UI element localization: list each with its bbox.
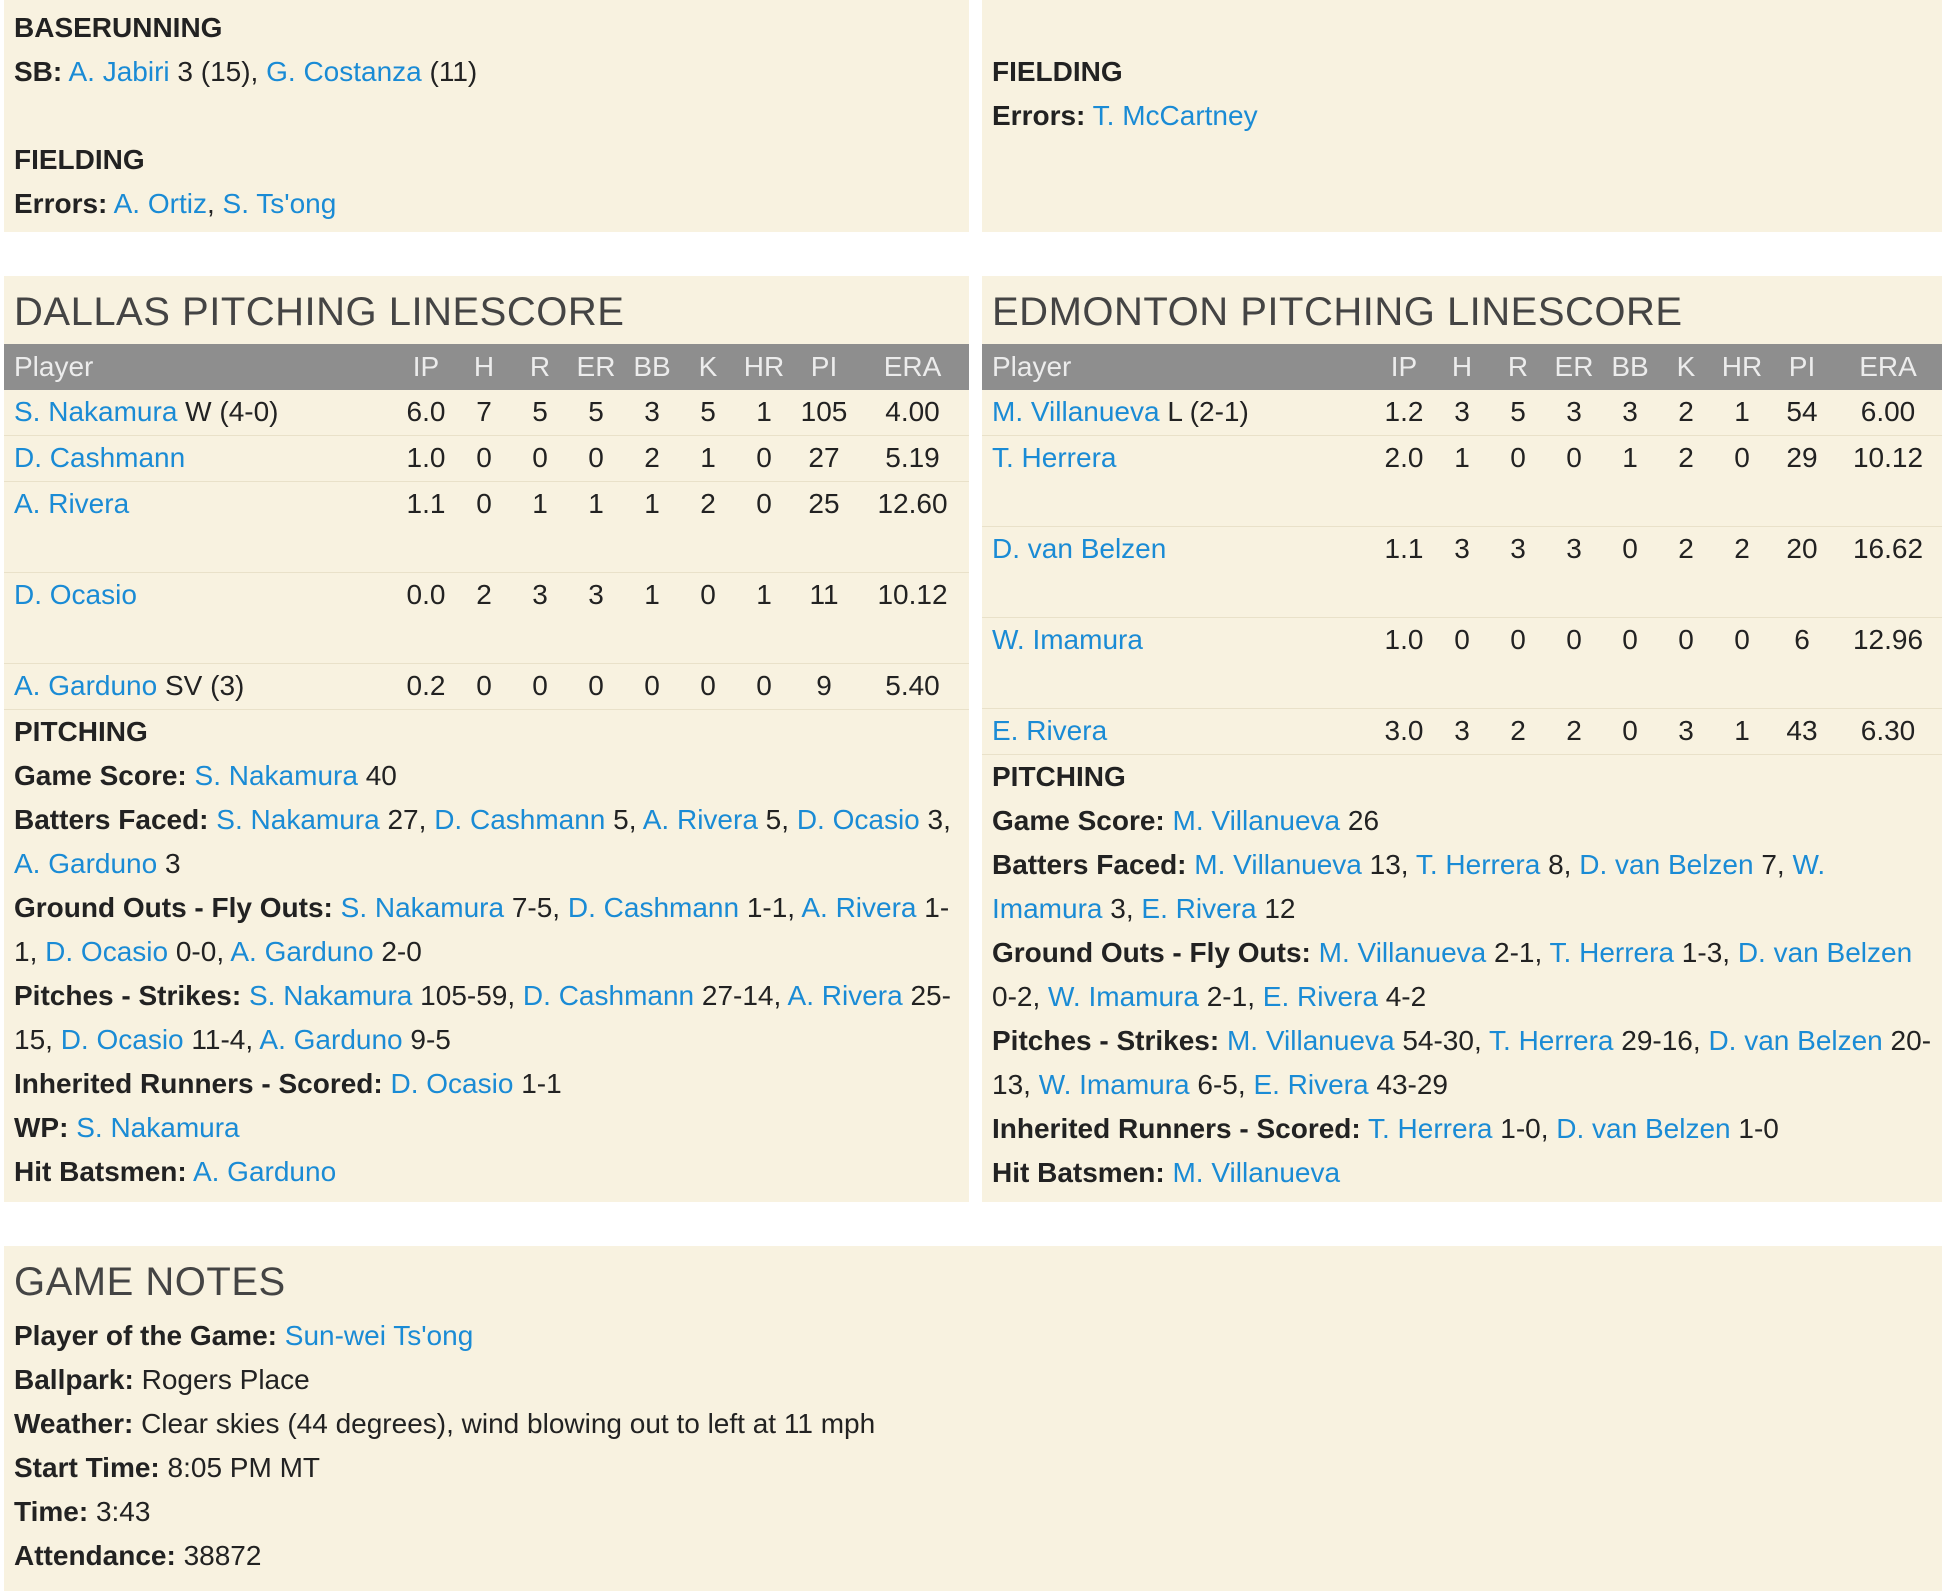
stat-value: 26 <box>1340 805 1380 836</box>
stat-value: 8, <box>1540 849 1580 880</box>
stat-cell-ip: 2.0 <box>1384 442 1424 473</box>
player-link-a-garduno[interactable]: A. Garduno <box>259 1024 403 1055</box>
column-header-player: Player <box>982 344 1374 390</box>
pitching-stat-line-pitches-strikes <box>14 974 959 1062</box>
pitching-stat-line-pitches-strikes <box>992 1019 1932 1107</box>
stat-cell-bb: 2 <box>644 442 660 473</box>
stat-cell-hr: 0 <box>1734 624 1750 655</box>
stat-cell-hr: 0 <box>756 488 772 519</box>
stat-value: 105-59, <box>412 980 523 1011</box>
stat-value: 1-3, <box>1674 937 1738 968</box>
stat-cell-ip: 1.0 <box>1384 624 1424 655</box>
stat-cell-h: 0 <box>476 670 492 701</box>
stat-cell-pi: 11 <box>809 579 839 610</box>
game-note-time <box>14 1490 1932 1534</box>
stat-value: 1-1, <box>739 892 802 923</box>
stat-cell-bb: 1 <box>1622 442 1638 473</box>
pitching-stat-line-ground-outs-fly-outs <box>14 886 959 974</box>
player-cell <box>982 390 1374 436</box>
player-link-a-rivera[interactable]: A. Rivera <box>801 892 917 923</box>
table-row <box>982 709 1942 755</box>
player-link-t-herrera[interactable]: T. Herrera <box>1415 849 1541 880</box>
stat-label: Pitches - Strikes: <box>992 1025 1220 1056</box>
stat-cell-h: 7 <box>476 396 492 427</box>
stat-cell-era: 10.12 <box>877 579 948 610</box>
stat-value: 0-0, <box>168 936 231 967</box>
stat-cell-hr: 0 <box>756 442 772 473</box>
table-row <box>4 664 969 710</box>
stat-cell-k: 2 <box>1678 396 1694 427</box>
note-label: Player of the Game: <box>14 1320 277 1351</box>
table-row <box>4 390 969 436</box>
player-link-s-ts-ong[interactable]: S. Ts'ong <box>222 188 337 219</box>
stat-cell-ip: 3.0 <box>1384 715 1424 746</box>
stat-cell-bb: 3 <box>644 396 660 427</box>
note-label: Start Time: <box>14 1452 160 1483</box>
player-link-m-villanueva[interactable]: M. Villanueva <box>1172 1157 1341 1188</box>
note-label: Attendance: <box>14 1540 176 1571</box>
stat-cell-er: 0 <box>1566 624 1582 655</box>
stat-cell-era: 5.40 <box>885 670 940 701</box>
player-link-a-garduno[interactable]: A. Garduno <box>14 848 158 879</box>
column-header-bb: BB <box>624 344 680 390</box>
column-header-hr: HR <box>1714 344 1770 390</box>
player-link-a-garduno[interactable]: A. Garduno <box>14 670 158 701</box>
player-link-s-nakamura[interactable]: S. Nakamura <box>194 760 358 791</box>
column-header-player: Player <box>4 344 396 390</box>
stat-cell-pi: 105 <box>800 396 848 427</box>
pitching-stat-line-batters-faced <box>14 798 959 886</box>
stat-label: Pitches - Strikes: <box>14 980 242 1011</box>
game-note-weather <box>14 1402 1932 1446</box>
stat-cell-ip: 1.2 <box>1384 396 1424 427</box>
stat-value: 11-4, <box>183 1024 260 1055</box>
stat-cell-r: 0 <box>532 670 548 701</box>
stat-label: Batters Faced: <box>992 849 1187 880</box>
stat-cell-k: 2 <box>1678 442 1694 473</box>
player-link-w-imamura[interactable]: W. Imamura <box>1038 1069 1190 1100</box>
decision-note: SV (3) <box>157 670 245 701</box>
edmonton-linescore-table <box>982 344 1942 755</box>
stat-cell-pi: 29 <box>1786 442 1818 473</box>
stat-cell-er: 5 <box>588 396 604 427</box>
stat-cell-bb: 1 <box>644 579 660 610</box>
errors-line <box>14 182 959 226</box>
column-header-hr: HR <box>736 344 792 390</box>
stat-cell-er: 3 <box>1566 533 1582 564</box>
player-cell <box>4 664 396 710</box>
note-value: Rogers Place <box>141 1364 310 1395</box>
stat-cell-era: 12.60 <box>877 488 948 519</box>
stat-value: 13, <box>1361 849 1416 880</box>
stat-cell-bb: 0 <box>1622 533 1638 564</box>
pitching-stat-line-ground-outs-fly-outs <box>992 931 1932 1019</box>
player-link-d-ocasio[interactable]: D. Ocasio <box>14 579 137 610</box>
stat-cell-r: 3 <box>532 579 548 610</box>
player-link-a-rivera[interactable]: A. Rivera <box>642 804 758 835</box>
pitching-heading: PITCHING <box>992 761 1126 792</box>
game-note-ballpark <box>14 1358 1932 1402</box>
player-link-m-villanueva[interactable]: M. Villanueva <box>1172 805 1341 836</box>
column-header-h: H <box>1434 344 1490 390</box>
stat-value: 2-1, <box>1198 981 1263 1012</box>
baserunning-heading: BASERUNNING <box>14 12 223 43</box>
stat-value: 5, <box>605 804 643 835</box>
player-link-s-nakamura[interactable]: S. Nakamura <box>216 804 380 835</box>
sb-values <box>68 56 477 87</box>
player-cell <box>4 482 396 573</box>
column-header-ip: IP <box>1374 344 1434 390</box>
edmonton-extras-panel <box>982 0 1942 232</box>
stat-cell-r: 3 <box>1510 533 1526 564</box>
player-link-d-van-belzen[interactable]: D. van Belzen <box>1737 937 1913 968</box>
stat-cell-ip: 1.1 <box>406 488 446 519</box>
stat-cell-hr: 0 <box>756 670 772 701</box>
stat-value: 27-14, <box>694 980 788 1011</box>
player-link-w-imamura[interactable]: W. Imamura <box>992 849 1826 924</box>
stat-value: 2-0 <box>373 936 422 967</box>
player-link-a-rivera[interactable]: A. Rivera <box>787 980 903 1011</box>
player-link-s-nakamura[interactable]: S. Nakamura <box>248 980 413 1011</box>
stat-value: 2-1, <box>1486 937 1550 968</box>
stat-cell-era: 6.30 <box>1860 715 1916 746</box>
stat-cell-ip: 1.0 <box>406 442 446 473</box>
column-header-pi: PI <box>792 344 856 390</box>
table-row <box>982 527 1942 618</box>
stat-value: 20-13, <box>992 1025 1932 1100</box>
stat-cell-r: 5 <box>1510 396 1526 427</box>
edmonton-pitching-title: EDMONTON PITCHING LINESCORE <box>992 290 1683 334</box>
stat-cell-k: 0 <box>700 579 716 610</box>
player-link-d-ocasio[interactable]: D. Ocasio <box>796 804 920 835</box>
player-link-m-villanueva[interactable]: M. Villanueva <box>1318 937 1487 968</box>
column-header-r: R <box>512 344 568 390</box>
note-label: Time: <box>14 1496 89 1527</box>
stat-cell-k: 3 <box>1678 715 1694 746</box>
stat-cell-h: 3 <box>1454 396 1470 427</box>
player-link-d-cashmann[interactable]: D. Cashmann <box>567 892 740 923</box>
errors-label: Errors: <box>14 188 108 219</box>
player-link-e-rivera[interactable]: E. Rivera <box>1262 981 1378 1012</box>
stat-cell-k: 0 <box>1678 624 1694 655</box>
player-cell <box>982 436 1374 527</box>
player-link-t-herrera[interactable]: T. Herrera <box>992 442 1117 473</box>
player-link-a-garduno[interactable]: A. Garduno <box>230 936 374 967</box>
player-link-a-garduno[interactable]: A. Garduno <box>192 1156 337 1187</box>
game-note-attendance <box>14 1534 1932 1578</box>
stat-label: Ground Outs - Fly Outs: <box>14 892 333 923</box>
pitching-stat-line-inherited-runners-scored <box>14 1062 959 1106</box>
stat-value: 0-2, <box>992 981 1049 1012</box>
pitching-stat-line-batters-faced <box>992 843 1932 931</box>
stat-cell-hr: 1 <box>756 396 772 427</box>
player-link-d-van-belzen[interactable]: D. van Belzen <box>992 533 1167 564</box>
fielding-heading: FIELDING <box>992 56 1123 87</box>
dallas-pitching-notes <box>4 710 969 1194</box>
note-value: Clear skies (44 degrees), wind blowing out to left at 11 mph <box>141 1408 876 1439</box>
column-header-er: ER <box>1546 344 1602 390</box>
column-header-ip: IP <box>396 344 456 390</box>
stat-value: 1-0 <box>1730 1113 1779 1144</box>
stat-value: 5, <box>757 804 797 835</box>
stat-cell-h: 0 <box>1454 624 1470 655</box>
stat-value: 3 <box>157 848 181 879</box>
errors-label: Errors: <box>992 100 1086 131</box>
player-link-d-cashmann[interactable]: D. Cashmann <box>434 804 606 835</box>
stat-value: 54-30, <box>1394 1025 1490 1056</box>
stat-value: 7, <box>1753 849 1793 880</box>
table-header-row <box>982 344 1942 390</box>
stat-label: Hit Batsmen: <box>992 1157 1165 1188</box>
stat-cell-k: 2 <box>700 488 716 519</box>
stat-cell-ip: 0.2 <box>406 670 446 701</box>
stat-value: 1-1, <box>14 892 950 967</box>
stat-label: Hit Batsmen: <box>14 1156 187 1187</box>
player-link-t-herrera[interactable]: T. Herrera <box>1489 1025 1614 1056</box>
note-value: 3:43 <box>95 1496 151 1527</box>
player-link-g-costanza[interactable]: G. Costanza <box>266 56 422 87</box>
stat-value: 25-15, <box>14 980 951 1055</box>
stat-value: , <box>206 188 223 219</box>
stat-cell-pi: 25 <box>808 488 840 519</box>
game-note-player-of-the-game <box>14 1314 1932 1358</box>
game-note-start-time <box>14 1446 1932 1490</box>
player-link-a-rivera[interactable]: A. Rivera <box>14 488 130 519</box>
table-row <box>4 436 969 482</box>
edmonton-pitching-panel <box>982 276 1942 1202</box>
stat-cell-era: 5.19 <box>885 442 940 473</box>
stat-cell-bb: 0 <box>1622 624 1638 655</box>
stat-cell-hr: 1 <box>756 579 772 610</box>
stat-label: WP: <box>14 1112 69 1143</box>
stat-cell-hr: 2 <box>1734 533 1750 564</box>
stat-cell-hr: 0 <box>1734 442 1750 473</box>
stat-label: Game Score: <box>992 805 1165 836</box>
stat-value: 6-5, <box>1189 1069 1254 1100</box>
player-link-d-cashmann[interactable]: D. Cashmann <box>522 980 695 1011</box>
stat-cell-ip: 6.0 <box>406 396 446 427</box>
stat-cell-hr: 1 <box>1734 396 1750 427</box>
player-link-m-villanueva[interactable]: M. Villanueva <box>1194 849 1362 880</box>
column-header-k: K <box>1658 344 1714 390</box>
player-link-e-rivera[interactable]: E. Rivera <box>1141 893 1257 924</box>
stat-value: 1-0, <box>1492 1113 1557 1144</box>
note-label: Ballpark: <box>14 1364 134 1395</box>
column-header-h: H <box>456 344 512 390</box>
stat-value: 40 <box>357 760 397 791</box>
player-link-e-rivera[interactable]: E. Rivera <box>1253 1069 1369 1100</box>
player-link-s-nakamura[interactable]: S. Nakamura <box>14 396 178 427</box>
player-link-d-ocasio[interactable]: D. Ocasio <box>390 1068 514 1099</box>
stat-cell-ip: 0.0 <box>406 579 446 610</box>
pitching-stat-line-hit-batsmen <box>992 1151 1932 1195</box>
player-link-w-imamura[interactable]: W. Imamura <box>992 624 1143 655</box>
stolen-bases-line <box>14 50 959 94</box>
stat-cell-h: 0 <box>476 442 492 473</box>
stat-cell-k: 0 <box>700 670 716 701</box>
player-link-sun-wei-ts-ong[interactable]: Sun-wei Ts'ong <box>284 1320 474 1351</box>
stat-cell-bb: 3 <box>1622 396 1638 427</box>
stat-label: Inherited Runners - Scored: <box>992 1113 1361 1144</box>
stat-cell-ip: 1.1 <box>1384 533 1424 564</box>
column-header-k: K <box>680 344 736 390</box>
stat-label: Inherited Runners - Scored: <box>14 1068 383 1099</box>
player-link-e-rivera[interactable]: E. Rivera <box>992 715 1108 746</box>
stat-cell-era: 12.96 <box>1852 624 1924 655</box>
stat-cell-r: 0 <box>1510 442 1526 473</box>
stat-cell-er: 3 <box>588 579 604 610</box>
stat-label: Ground Outs - Fly Outs: <box>992 937 1311 968</box>
stat-value: 12 <box>1256 893 1296 924</box>
game-notes-title: GAME NOTES <box>14 1260 286 1304</box>
player-link-t-mccartney[interactable]: T. McCartney <box>1092 100 1258 131</box>
errors-line <box>992 94 1932 138</box>
player-link-a-jabiri[interactable]: A. Jabiri <box>68 56 170 87</box>
errors-values <box>1093 100 1258 131</box>
dallas-linescore-table <box>4 344 969 710</box>
decision-note: W (4-0) <box>177 396 279 427</box>
player-link-d-van-belzen[interactable]: D. van Belzen <box>1708 1025 1883 1056</box>
stat-value: 29-16, <box>1613 1025 1709 1056</box>
stat-value: 3, <box>1102 893 1142 924</box>
stat-cell-r: 0 <box>532 442 548 473</box>
fielding-heading: FIELDING <box>14 144 145 175</box>
column-header-era: ERA <box>1834 344 1942 390</box>
stat-cell-h: 3 <box>1454 533 1470 564</box>
player-link-w-imamura[interactable]: W. Imamura <box>1048 981 1199 1012</box>
table-row <box>4 573 969 664</box>
column-header-r: R <box>1490 344 1546 390</box>
player-link-d-van-belzen[interactable]: D. van Belzen <box>1579 849 1754 880</box>
table-row <box>4 482 969 573</box>
stat-cell-h: 3 <box>1454 715 1470 746</box>
stat-cell-pi: 43 <box>1786 715 1818 746</box>
player-cell <box>4 573 396 664</box>
game-notes-panel <box>4 1246 1942 1591</box>
stat-cell-k: 1 <box>700 442 716 473</box>
stat-label: Batters Faced: <box>14 804 209 835</box>
stat-value: 7-5, <box>504 892 568 923</box>
stat-cell-er: 3 <box>1566 396 1582 427</box>
stat-value: 27, <box>379 804 435 835</box>
table-row <box>982 436 1942 527</box>
stat-value: 9-5 <box>402 1024 451 1055</box>
stat-cell-era: 16.62 <box>1852 533 1924 564</box>
stat-cell-bb: 0 <box>1622 715 1638 746</box>
player-link-s-nakamura[interactable]: S. Nakamura <box>340 892 505 923</box>
player-cell <box>4 390 396 436</box>
column-header-pi: PI <box>1770 344 1834 390</box>
stat-cell-er: 1 <box>588 488 604 519</box>
stat-cell-pi: 27 <box>808 442 840 473</box>
stat-cell-era: 4.00 <box>885 396 940 427</box>
player-link-t-herrera[interactable]: T. Herrera <box>1368 1113 1493 1144</box>
player-link-d-ocasio[interactable]: D. Ocasio <box>60 1024 184 1055</box>
note-value: 8:05 PM MT <box>167 1452 321 1483</box>
pitching-stat-line-inherited-runners-scored <box>992 1107 1932 1151</box>
table-header-row <box>4 344 969 390</box>
errors-values <box>114 188 337 219</box>
player-link-a-ortiz[interactable]: A. Ortiz <box>113 188 207 219</box>
stat-cell-r: 1 <box>532 488 548 519</box>
dallas-pitching-title: DALLAS PITCHING LINESCORE <box>14 290 625 334</box>
player-link-m-villanueva[interactable]: M. Villanueva <box>992 396 1160 427</box>
stat-cell-k: 5 <box>700 396 716 427</box>
player-cell <box>982 527 1374 618</box>
note-label: Weather: <box>14 1408 134 1439</box>
stat-cell-h: 2 <box>476 579 492 610</box>
column-header-era: ERA <box>856 344 969 390</box>
pitching-stat-line-wp <box>14 1106 959 1150</box>
stat-cell-bb: 1 <box>644 488 660 519</box>
stat-cell-r: 5 <box>532 396 548 427</box>
edmonton-pitching-notes <box>982 755 1942 1195</box>
stat-cell-h: 0 <box>476 488 492 519</box>
stat-cell-pi: 6 <box>1794 624 1810 655</box>
column-header-bb: BB <box>1602 344 1658 390</box>
stat-cell-er: 0 <box>588 670 604 701</box>
stat-cell-r: 0 <box>1510 624 1526 655</box>
stat-cell-hr: 1 <box>1734 715 1750 746</box>
stat-value: 43-29 <box>1368 1069 1448 1100</box>
stat-cell-k: 2 <box>1678 533 1694 564</box>
column-header-er: ER <box>568 344 624 390</box>
stat-cell-r: 2 <box>1510 715 1526 746</box>
stat-cell-er: 0 <box>1566 442 1582 473</box>
pitching-stat-line-game-score <box>14 754 959 798</box>
stat-cell-pi: 20 <box>1786 533 1818 564</box>
stat-value: 4-2 <box>1377 981 1427 1012</box>
stat-value: 3, <box>919 804 951 835</box>
dallas-pitching-panel <box>4 276 969 1202</box>
pitching-stat-line-hit-batsmen <box>14 1150 959 1194</box>
decision-note: L (2-1) <box>1159 396 1249 427</box>
stat-cell-bb: 0 <box>644 670 660 701</box>
stat-cell-pi: 9 <box>816 670 832 701</box>
player-link-s-nakamura[interactable]: S. Nakamura <box>76 1112 240 1143</box>
table-row <box>982 618 1942 709</box>
player-link-m-villanueva[interactable]: M. Villanueva <box>1226 1025 1395 1056</box>
sb-label: SB: <box>14 56 63 87</box>
player-cell <box>982 618 1374 709</box>
stat-value: (11) <box>421 56 478 87</box>
player-link-d-cashmann[interactable]: D. Cashmann <box>14 442 186 473</box>
note-value: 38872 <box>183 1540 262 1571</box>
player-link-d-ocasio[interactable]: D. Ocasio <box>45 936 169 967</box>
stat-label: Game Score: <box>14 760 187 791</box>
pitching-stat-line-game-score <box>992 799 1932 843</box>
stat-cell-era: 6.00 <box>1860 396 1916 427</box>
table-row <box>982 390 1942 436</box>
pitching-heading: PITCHING <box>14 716 148 747</box>
stat-cell-pi: 54 <box>1786 396 1818 427</box>
stat-cell-er: 0 <box>588 442 604 473</box>
stat-value: 3 (15), <box>169 56 267 87</box>
player-cell <box>4 436 396 482</box>
stat-cell-h: 1 <box>1454 442 1470 473</box>
dallas-extras-panel <box>4 0 969 232</box>
player-link-t-herrera[interactable]: T. Herrera <box>1549 937 1675 968</box>
stat-value: 1-1 <box>513 1068 562 1099</box>
player-link-d-van-belzen[interactable]: D. van Belzen <box>1556 1113 1731 1144</box>
stat-cell-er: 2 <box>1566 715 1582 746</box>
game-notes-list <box>4 1314 1942 1578</box>
player-cell <box>982 709 1374 755</box>
stat-cell-era: 10.12 <box>1852 442 1924 473</box>
